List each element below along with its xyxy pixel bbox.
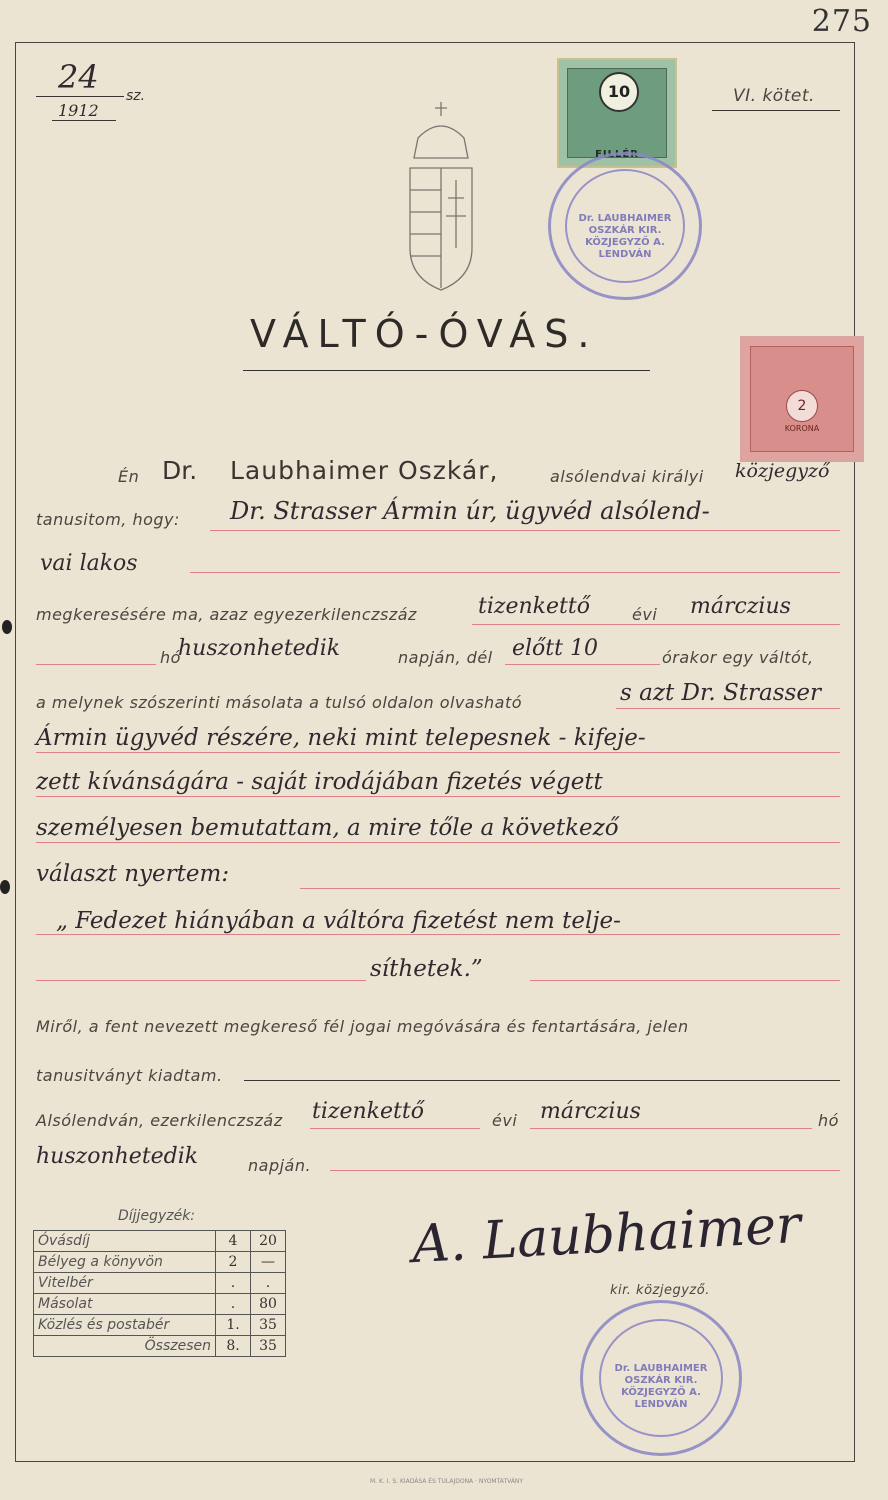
fee-label: Másolat: [34, 1294, 216, 1315]
register-number-rule: [36, 96, 124, 97]
text-role: alsólendvai királyi: [550, 467, 704, 486]
rule: [36, 796, 840, 797]
hand-e: választ nyertem:: [36, 861, 230, 887]
stamp-value-circle: 2: [786, 390, 818, 422]
rule: [530, 1128, 812, 1129]
rule: [530, 980, 840, 981]
seal-text: Dr. LAUBHAIMER OSZKÁR KIR. KÖZJEGYZŐ A. LENDVÁN: [614, 1363, 708, 1410]
signature: A. Laubhaimer: [410, 1194, 803, 1276]
rule: [244, 1080, 840, 1081]
rule: [210, 530, 840, 531]
binding-hole: [0, 880, 10, 894]
fee-filler: .: [251, 1273, 286, 1294]
fee-label: Összesen: [34, 1336, 216, 1357]
fee-korona: 4: [216, 1231, 251, 1252]
notary-seal-bottom: [580, 1300, 742, 1456]
rule: [330, 1170, 840, 1171]
text-napjan-2: napján.: [248, 1156, 312, 1175]
seal-text: Dr. LAUBHAIMER OSZKÁR KIR. KÖZJEGYZŐ A. LENDVÁN: [578, 213, 672, 260]
stamp-unit: KORONA: [784, 424, 820, 433]
rule: [310, 1128, 480, 1129]
table-row: [34, 1315, 286, 1336]
text-ho-2: hó: [818, 1111, 839, 1130]
fees-table: [33, 1230, 286, 1357]
notary-seal-top: [548, 152, 702, 300]
volume-label: VI. kötet.: [733, 86, 815, 106]
hand-g: síthetek.”: [370, 956, 483, 982]
rule: [36, 842, 840, 843]
hand-line-2: vai lakos: [40, 551, 138, 576]
text-amelynek: a melynek szószerinti másolata a tulsó oldalon olvasható: [36, 693, 523, 712]
hand-year-2: tizenkettő: [312, 1099, 424, 1124]
text-megkeresesere: megkeresésére ma, azaz egyezerkilenczszáz: [36, 605, 417, 624]
register-year: 1912: [58, 101, 99, 120]
rule: [616, 708, 840, 709]
signature-role: kir. közjegyző.: [610, 1283, 710, 1298]
rule: [472, 624, 840, 625]
fee-filler: 35: [251, 1315, 286, 1336]
text-tanusitom: tanusitom, hogy:: [36, 510, 180, 529]
text-mirol: Miről, a fent nevezett megkereső fél jogai megóvására és fentartására, jelen: [36, 1017, 689, 1036]
text-orakor: órakor egy váltót,: [662, 648, 814, 667]
rule: [300, 888, 840, 889]
rule: [36, 934, 840, 935]
hand-month: márczius: [690, 594, 791, 619]
revenue-stamp-2-korona: [740, 336, 864, 462]
fee-filler: 80: [251, 1294, 286, 1315]
table-row: [34, 1231, 286, 1252]
hand-day-2: huszonhetedik: [36, 1144, 199, 1169]
text-dr: Dr.: [162, 456, 198, 485]
rule: [190, 572, 840, 573]
text-napjan-del: napján, dél: [398, 648, 493, 667]
rule: [505, 664, 660, 665]
fee-filler: 20: [251, 1231, 286, 1252]
title-rule: [243, 370, 650, 371]
fee-label: Óvásdíj: [34, 1231, 216, 1252]
hand-role: közjegyző: [735, 460, 830, 482]
text-tanusitvanyt: tanusitványt kiadtam.: [36, 1066, 223, 1085]
rule: [36, 980, 366, 981]
binding-hole: [2, 620, 12, 634]
text-evi-2: évi: [492, 1111, 518, 1130]
fee-label: Vitelbér: [34, 1273, 216, 1294]
hand-c: zett kívánságára - saját irodájában fizetés végett: [36, 769, 603, 795]
rule: [36, 752, 840, 753]
table-row: [34, 1336, 286, 1357]
table-row: [34, 1252, 286, 1273]
stamp-value-circle: 10: [599, 72, 639, 112]
table-row: [34, 1294, 286, 1315]
register-suffix: sz.: [126, 88, 146, 104]
hand-month-2: márczius: [540, 1099, 641, 1124]
fee-label: Bélyeg a könyvön: [34, 1252, 216, 1273]
coat-of-arms-icon: [388, 98, 494, 294]
table-row: [34, 1273, 286, 1294]
page-number: 275: [811, 4, 872, 39]
hand-line-1: Dr. Strasser Ármin úr, ügyvéd alsólend-: [230, 497, 710, 525]
hand-d: személyesen bemutattam, a mire tőle a következő: [36, 815, 619, 841]
footer-imprint: M. K. I. S. KIADÁSA ÉS TULAJDONA · NYOMTATVÁNY: [370, 1478, 524, 1485]
hand-f: „ Fedezet hiányában a váltóra fizetést nem telje-: [56, 908, 621, 934]
text-en: Én: [118, 467, 140, 486]
fees-heading: Díjjegyzék:: [118, 1208, 196, 1224]
fee-korona: 1.: [216, 1315, 251, 1336]
hand-b: Ármin ügyvéd részére, neki mint telepesnek - kifeje-: [36, 725, 646, 751]
text-evi: évi: [632, 605, 658, 624]
fee-korona: .: [216, 1273, 251, 1294]
hand-time: előtt 10: [512, 636, 598, 661]
notary-name: Laubhaimer Oszkár,: [230, 456, 499, 485]
stamp-unit: FILLÉR: [595, 149, 639, 160]
register-year-rule: [52, 120, 116, 121]
fee-label: Közlés és postabér: [34, 1315, 216, 1336]
fee-filler: 35: [251, 1336, 286, 1357]
register-number: 24: [58, 58, 99, 96]
fee-filler: —: [251, 1252, 286, 1273]
volume-rule: [712, 110, 840, 111]
hand-a: s azt Dr. Strasser: [620, 680, 821, 706]
hand-year: tizenkettő: [478, 594, 590, 619]
fee-korona: 2: [216, 1252, 251, 1273]
document-title: VÁLTÓ-ÓVÁS.: [250, 312, 599, 356]
fee-korona: 8.: [216, 1336, 251, 1357]
hand-day: huszonhetedik: [178, 636, 341, 661]
rule: [36, 664, 156, 665]
text-ho: hó: [160, 648, 181, 667]
fee-korona: .: [216, 1294, 251, 1315]
text-place: Alsólendván, ezerkilenczszáz: [36, 1111, 283, 1130]
